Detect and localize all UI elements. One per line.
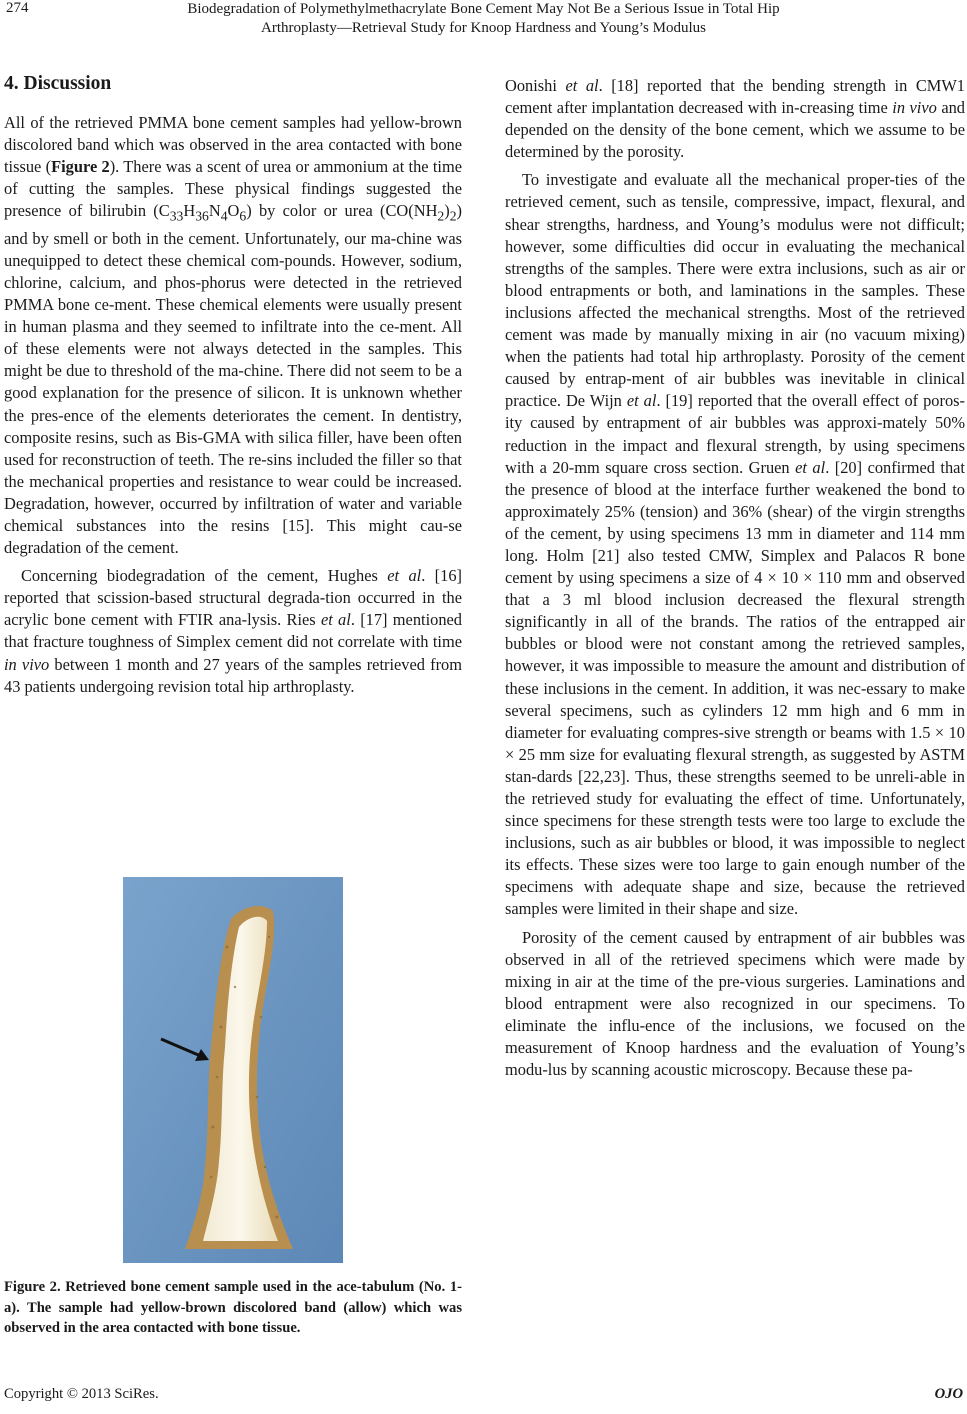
italic-run: in vivo xyxy=(4,654,50,674)
text-run: . [18] reported that the bending strength in CMW1 cement after implantation decreased with in-creasing time xyxy=(505,76,965,118)
running-title-line-2: Arthroplasty—Retrieval Study for Knoop Hardness and Young’s Modulus xyxy=(261,20,706,36)
running-title xyxy=(0,0,967,38)
figure-2-caption: Figure 2. Retrieved bone cement sample used in the ace-tabulum (No. 1-a). The sample had yellow-brown discolored band (allow) which was observed in the area contacted with bone tissue. xyxy=(4,1279,462,1336)
text-run: . [19] reported that the overall effect of poros-ity caused by entrapment of air bubbles was approxi-mately 50% reduction in the impact and flexural strength, by using specimens with a 20-mm square cross section. Gruen xyxy=(505,391,965,477)
paragraph-discussion-4 xyxy=(505,169,965,920)
page-number: 274 xyxy=(6,0,29,16)
copyright-notice: Copyright © 2013 SciRes. xyxy=(4,1386,159,1402)
left-column xyxy=(4,112,462,698)
text-run: Concerning biodegradation of the cement, Hughes xyxy=(21,566,388,586)
text-run: O xyxy=(227,201,240,221)
text-run: ) and by smell or both in the cement. Unfortunately, our ma-chine was unequipped to detect these chemical com-pounds. However, sodium, chlorine, calcium, and phos-phorus were detected in the retrieved PMMA bone ce-ment. These chemical elements were usually present in human plasma and they seemed to infiltrate into the ce-ment. All of these elements were not always detected in the samples. This might be due to threshold of the ma-chine. There did not seem to be a good explanation for the presence of silicon. It is unknown whether the pres-ence of the elements deteriorates the cement. In dentistry, composite resins, such as Bis-GMA with silica filler, have been often used for reconstruction of teeth. The re-sins included the filler so that the mechanical properties and resistance to wear could be increased. Degradation, however, occurred by infiltration of water and variable chemical substances into the resins [15]. This might cau-se degradation of the cement. xyxy=(4,201,462,558)
text-run: between 1 month and 27 years of the samples retrieved from 43 patients undergoing revision total hip arthroplasty. xyxy=(4,654,462,696)
italic-run: et al xyxy=(626,391,657,411)
subscript: 6 xyxy=(239,208,247,224)
running-title-line-1: Biodegradation of Polymethylmethacrylate Bone Cement May Not Be a Serious Issue in Total Hip xyxy=(187,1,780,17)
text-run: ) by color or urea (CO(NH xyxy=(246,201,438,221)
section-heading: 4. Discussion xyxy=(4,73,112,94)
subscript: 36 xyxy=(195,208,209,224)
bone-cement-sample-image xyxy=(123,877,343,1263)
figure-2-photo xyxy=(123,877,343,1263)
figure-reference: Figure 2 xyxy=(51,157,110,177)
paragraph-discussion-3 xyxy=(505,75,965,163)
italic-run: in vivo xyxy=(892,98,937,118)
text-run: . [20] confirmed that the presence of blood at the interface further weakened the bond to approximately 25% (tension) and 36% (shear) of the virgin strengths of the cement, by using specimens 13 mm in diameter and 114 mm long. Holm [21] also tested CMW, Simplex and Palacos R bone cement by using specimens a size of 4 × 10 × 110 mm and observed that a 3 ml blood inclusion decreased the flexural strength significantly in all of the brands. The ratios of the entrapped air bubbles or blood were not constant among the retrieved samples, however, it was impossible to measure the amount and distribution of these inclusions in the cement. In addition, it was nec-essary to make several specimens, such as cylinders 12 mm high and 6 mm in diameter for evaluating compres-sive strength or beams with 1.5 × 10 × 25 mm size for evaluating flexural strength, as suggested by ASTM stan-dards [22,23]. Thus, these strengths seemed to be unreli-able in the retrieved study for evaluating the effect of time. Unfortunately, since specimens for these strength tests were too large to exclude the inclusions, such as air bubbles or blood, it was impossible to neglect its effects. These sizes were too large to gain enough number of the specimens with adequate shape and size, because the retrieved samples were limited in their shape and size. xyxy=(505,457,965,919)
paragraph-discussion-2 xyxy=(4,565,462,698)
italic-run: et al xyxy=(387,566,422,586)
text-run: . [16] reported that scission-based structural degrada-tion occurred in the acrylic bone cement with FTIR ana-lysis. Ries xyxy=(4,566,462,630)
text-run: Porosity of the cement caused by entrapment of air bubbles was observed in all of the retrieved specimens which were made by mixing in air at the time of the pre-vious surgeries. Laminations and blood entrapment were also recognized in our specimens. To eliminate the influ-ence of the inclusions, we focused on the measurement of Knoop hardness and the evaluation of Young’s modu-lus by scanning acoustic microscopy. Because these pa- xyxy=(505,927,965,1080)
text-run: Oonishi xyxy=(505,76,566,95)
subscript: 4 xyxy=(220,208,228,224)
text-run: H xyxy=(183,201,196,221)
italic-run: et al xyxy=(565,76,599,95)
text-run: All of the retrieved PMMA bone cement samples had yellow-brown discolored band which was observed in the area contacted with bone tissue ( xyxy=(4,113,462,177)
journal-abbreviation: OJO xyxy=(934,1386,963,1402)
italic-run: et al xyxy=(320,610,351,630)
text-run: . [17] mentioned that fracture toughness of Simplex cement did not correlate with time xyxy=(4,610,462,652)
italic-run: et al xyxy=(795,457,826,477)
right-column xyxy=(505,75,965,1081)
subscript: 33 xyxy=(169,208,184,224)
text-run: ). There was a scent of urea or ammonium at the time of cutting the samples. These physical findings suggested the presence of bilirubin (C xyxy=(4,157,462,221)
text-run: and depended on the density of the bone cement, which we assume to be determined by the porosity. xyxy=(505,98,965,162)
text-run: ) xyxy=(444,201,450,221)
subscript: 2 xyxy=(437,208,445,224)
paragraph-discussion-1 xyxy=(4,112,462,559)
paragraph-discussion-5 xyxy=(505,927,965,1082)
text-run: N xyxy=(208,201,221,221)
subscript: 2 xyxy=(449,208,457,224)
page-header xyxy=(0,0,967,50)
text-run: To investigate and evaluate all the mechanical proper-ties of the retrieved cement, such as tensile, compressive, impact, flexural, and shear strengths, hardness, and Young’s modulus were not difficult; however, some difficulties did occur in evaluating the mechanical strengths of the samples. There were extra inclusions, such as air or blood entrapments or both, and laminations in the samples. These inclusions affected the mechanical strengths. Most of the retrieved cement was made by manually mixing in air (no vacuum mixing) when the patients had total hip arthroplasty. Porosity of the cement caused by entrap-ment of air bubbles was inevitable in clinical practice. De Wijn xyxy=(505,170,965,411)
